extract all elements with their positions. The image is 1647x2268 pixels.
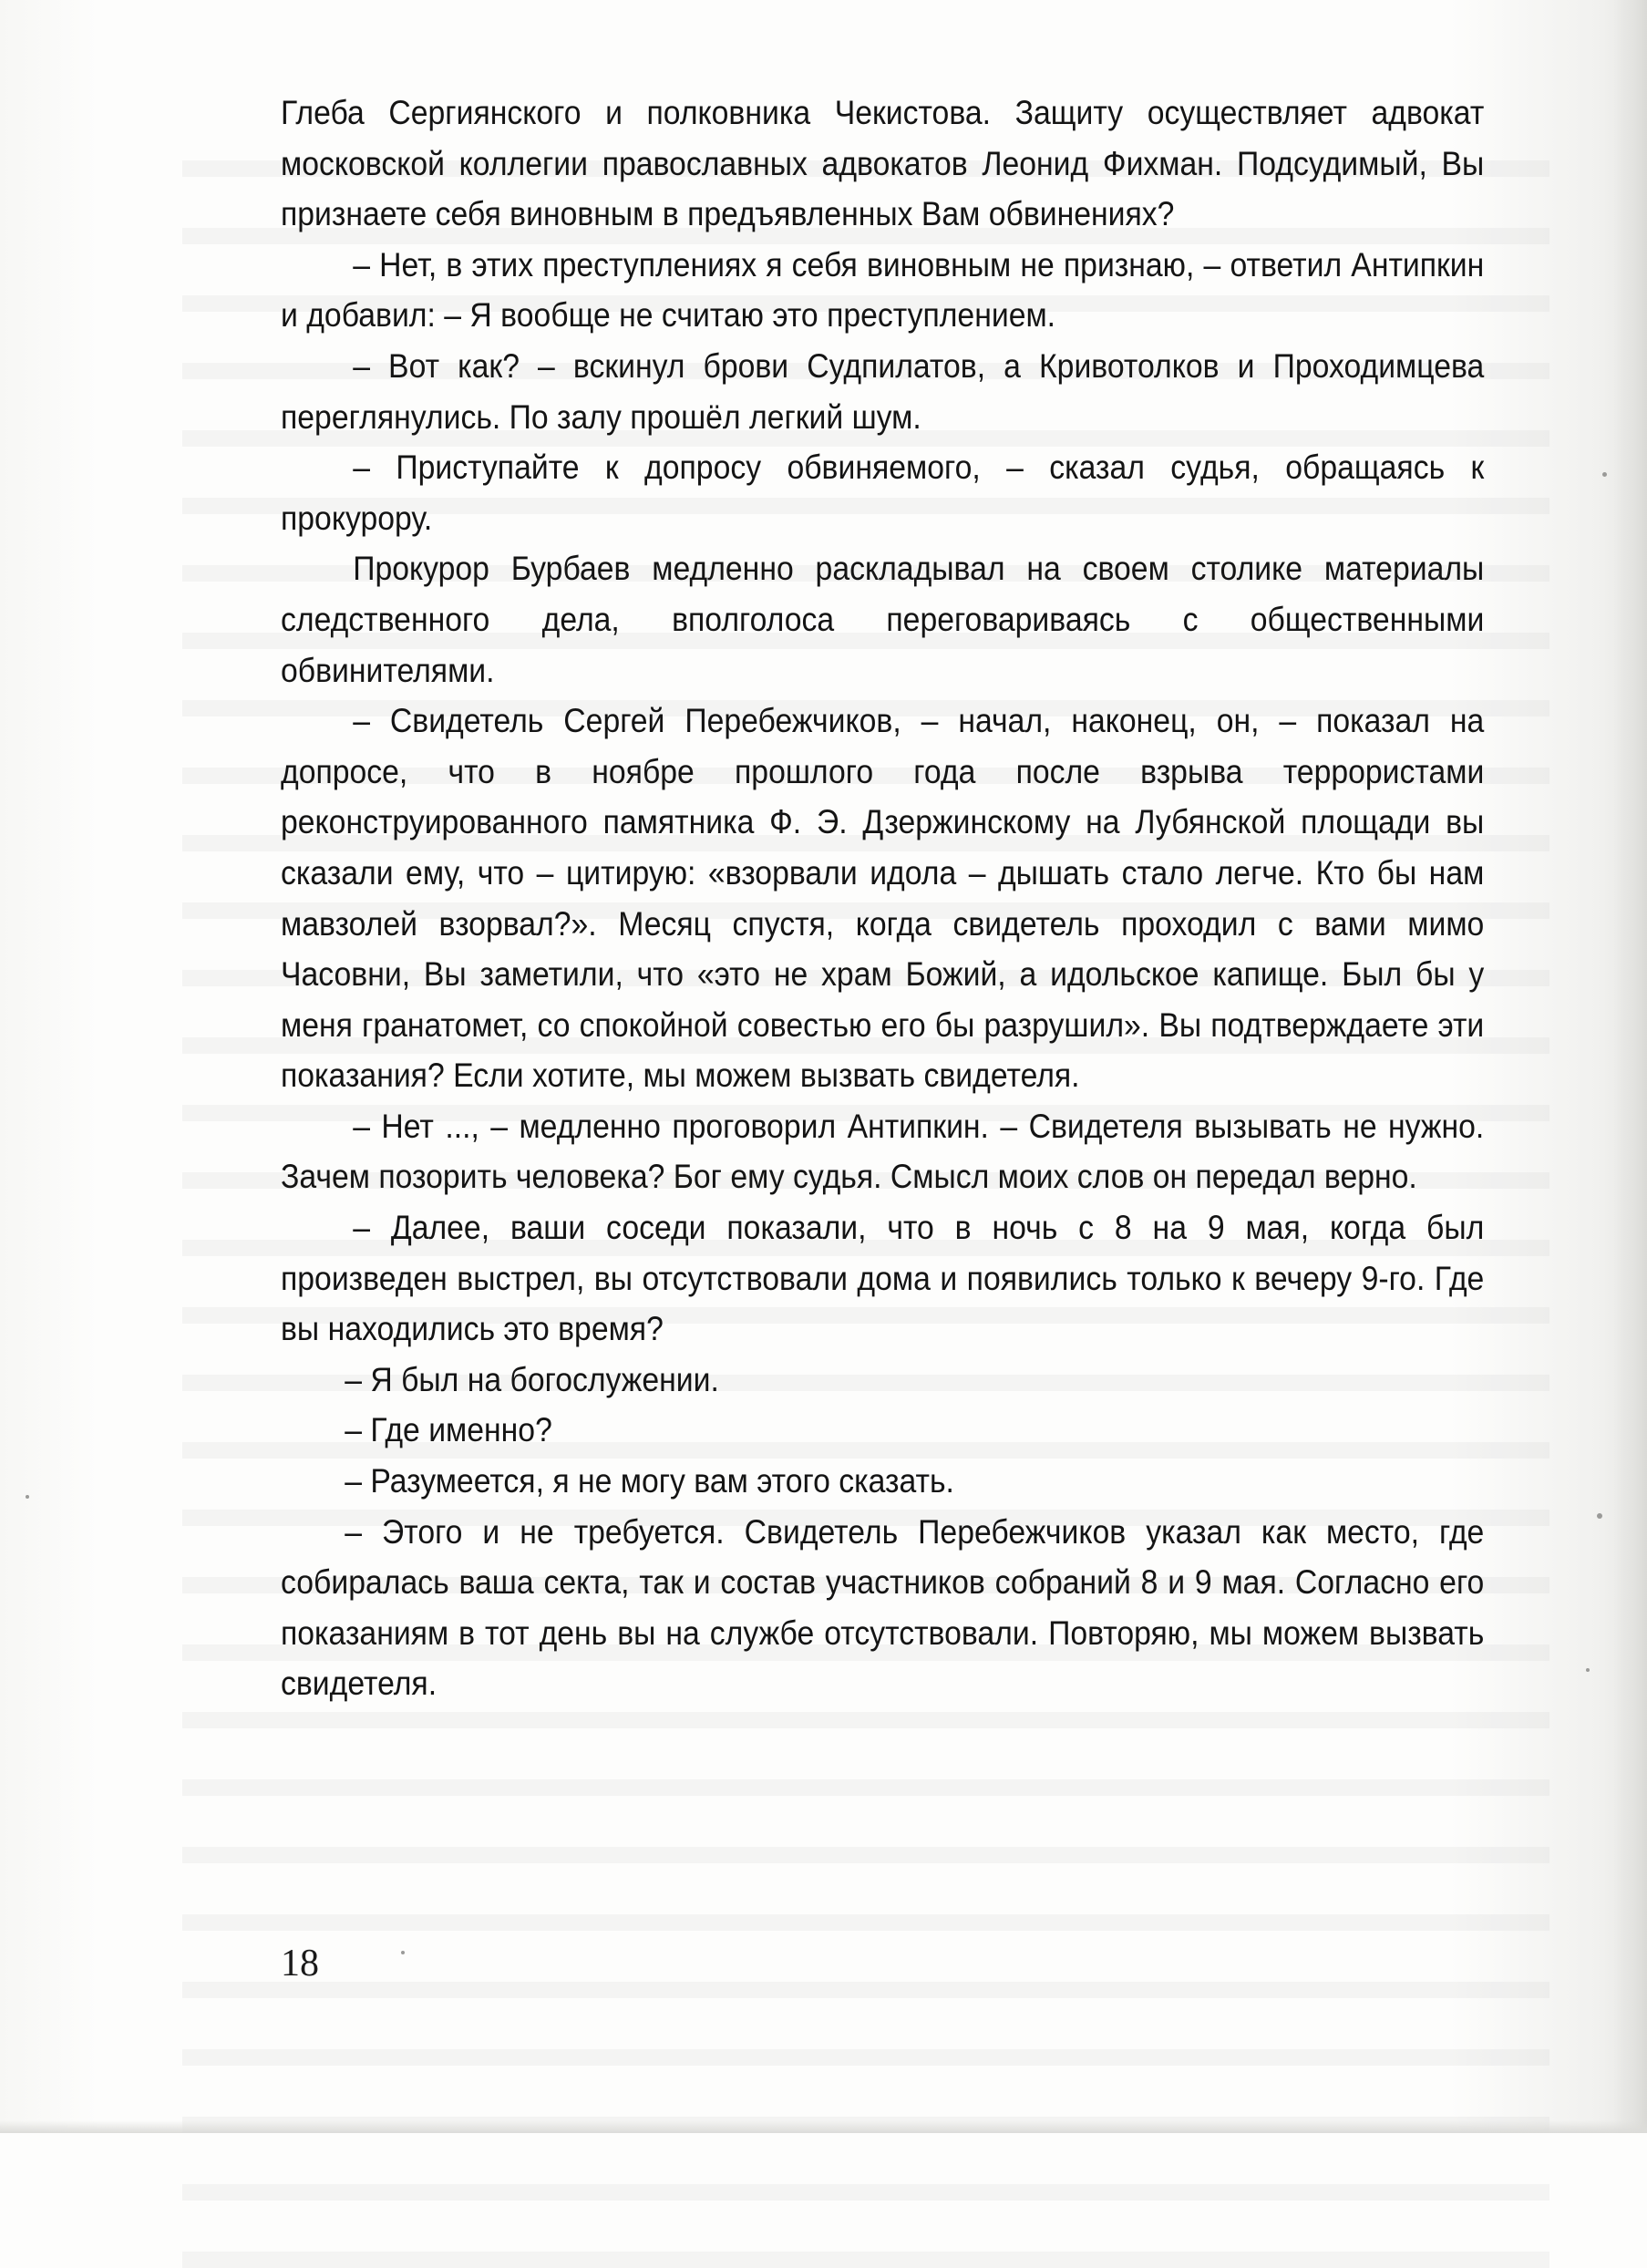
paper-speck [401,1951,405,1954]
paper-speck [1597,1513,1602,1519]
paragraph: – Где именно? [345,1410,552,1449]
page-number: 18 [281,1943,319,1984]
paper-speck [1602,472,1607,477]
paragraph: Прокурор Бурбаев медленно раскладывал на своем столике материалы следственного дела, вполголоса переговариваясь с общественными обвинителями. [281,549,1485,689]
paragraph: – Приступайте к допросу обвиняемого, – сказал судья, обращаясь к прокурору. [281,448,1485,537]
paragraph: – Нет ..., – медленно проговорил Антипкин. – Свидетеля вызывать не нужно. Зачем позорить человека? Бог ему судья. Смысл моих слов он передал верно. [281,1106,1485,1196]
paragraph: – Свидетель Сергей Перебежчиков, – начал, наконец, он, – показал на допросе, что в ноябре прошлого года после взрыва террористами реконструированного памятника Ф. Э. Дзержинскому на Лубянской площади вы сказали ему, что – цитирую: «взорвали идола – дышать стало легче. Кто бы нам мавзолей взорвал?». Месяц спустя, когда свидетель проходил с вами мимо Часовни, Вы заметили, что «это не храм Божий, а идольское капище. Был бы у меня гранатомет, со спокойной совестью его бы разрушил». Вы подтверждаете эти показания? Если хотите, мы можем вызвать свидетеля. [281,701,1485,1095]
paper-speck [1586,1668,1590,1672]
paragraph: – Разумеется, я не могу вам этого сказать. [345,1461,954,1500]
paragraph: – Я был на богослужении. [345,1359,719,1398]
page-edge-shadow [1614,0,1647,2133]
body-text [281,88,1484,1709]
paragraph: – Этого и не требуется. Свидетель Перебежчиков указал как место, где собиралась ваша секта, так и состав участников собраний 8 и 9 мая. Согласно его показаниям в тот день вы на службе отсутствовали. Повторяю, мы можем вызвать свидетеля. [281,1511,1485,1703]
paragraph: Глеба Сергиянского и полковника Чекистова. Защиту осуществляет адвокат московской коллегии православных адвокатов Леонид Фихман. Подсудимый, Вы признаете себя виновным в предъявленных Вам обвинениях? [281,93,1485,233]
page-bottom-shadow [0,2120,1647,2133]
paper-speck [26,1495,29,1499]
paragraph: – Нет, в этих преступлениях я себя виновным не признаю, – ответил Антипкин и добавил: – Я вообще не считаю это преступлением. [281,244,1485,335]
paragraph: – Далее, ваши соседи показали, что в ночь с 8 на 9 мая, когда был произведен выстрел, вы отсутствовали дома и появились только к вечеру 9-го. Где вы находились это время? [281,1208,1485,1348]
paragraph: – Вот как? – вскинул брови Судпилатов, а Кривотолков и Проходимцева переглянулись. По залу прошёл легкий шум. [281,345,1485,436]
